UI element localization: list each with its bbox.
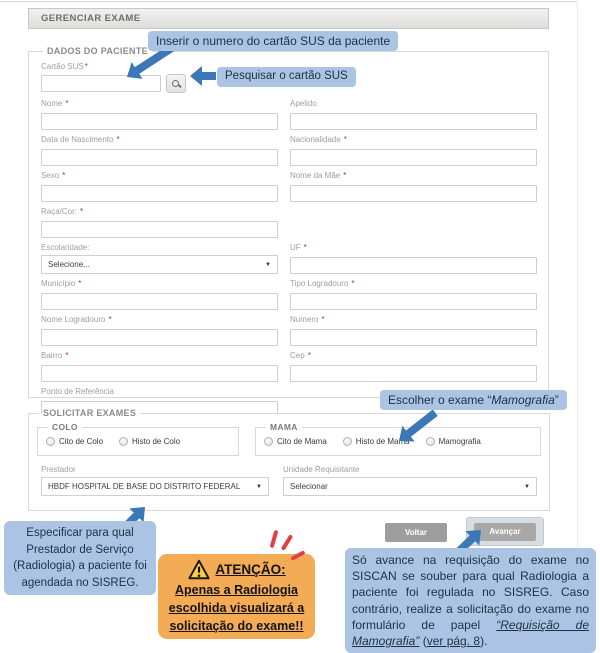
patient-data-section (28, 46, 549, 398)
emphasis-mark-icon (270, 530, 279, 548)
arrow-to-search-button (190, 65, 216, 87)
required-marker: * (303, 243, 307, 252)
unidade-requisitante-value: Selecionar (290, 482, 328, 491)
radio-mamografia[interactable] (426, 437, 481, 446)
chevron-down-icon: ▼ (265, 261, 271, 268)
nome-label: Nome (41, 99, 63, 108)
uf-label: UF (290, 243, 301, 252)
prestador-field (41, 465, 269, 496)
callout-text: Escolher o exame “ (388, 392, 492, 407)
cartao-sus-label: Cartão SUS (41, 62, 84, 71)
apelido-label: Apelido (290, 99, 317, 108)
raca-cor-input[interactable] (41, 221, 278, 238)
nacionalidade-input[interactable] (290, 149, 537, 166)
nome-mae-field (290, 171, 537, 202)
voltar-button[interactable]: Voltar (385, 523, 447, 542)
municipio-label: Município (41, 279, 76, 288)
required-marker: * (307, 351, 311, 360)
warning-body: Apenas a Radiologia escolhida visualizará a solicitação do exame!! (168, 583, 305, 633)
radio-icon (46, 437, 55, 446)
callout-exam-name: Mamografia (491, 392, 555, 407)
note-doc-reference: “Requisição de Mamografia” (352, 617, 589, 649)
nome-mae-label: Nome da Mãe (290, 171, 341, 180)
sexo-field (41, 171, 278, 202)
search-icon (171, 79, 181, 89)
note-prestador (4, 521, 156, 595)
radio-histo-de-colo[interactable] (119, 437, 180, 446)
emphasis-mark-icon (281, 534, 293, 551)
warning-triangle-icon (187, 559, 211, 580)
uf-input[interactable] (290, 257, 537, 274)
radio-icon (343, 437, 352, 446)
callout-pesquisar-cartao (217, 67, 356, 87)
avancar-button[interactable]: Avançar (474, 523, 536, 541)
nacionalidade-label: Nacionalidade (290, 135, 341, 144)
callout-escolher-mamografia (380, 390, 567, 410)
radio-label: Histo de Colo (132, 437, 181, 446)
nome-logradouro-field (41, 315, 278, 346)
callout-text: ” (554, 392, 559, 407)
required-marker: * (84, 62, 88, 71)
nome-field (41, 99, 278, 130)
required-marker: * (62, 171, 66, 180)
chevron-down-icon: ▼ (524, 483, 530, 490)
required-marker: * (116, 135, 120, 144)
required-marker: * (321, 315, 325, 324)
note-page-reference: ver pág. 8 (426, 634, 481, 649)
search-cartao-button[interactable] (166, 74, 186, 93)
required-marker: * (65, 99, 69, 108)
note-text: ( (422, 634, 427, 649)
page-title (28, 8, 549, 29)
cep-input[interactable] (290, 365, 537, 382)
note-text: Especificar para qual Prestador de Serviço (Radiologia) a paciente foi agendada no SISREG. (13, 527, 147, 589)
escolaridade-label: Escolaridade: (41, 243, 90, 252)
exams-section-legend: SOLICITAR EXAMES (43, 408, 137, 418)
required-marker: * (65, 351, 69, 360)
raca-cor-label: Raça/Cor: (41, 207, 78, 216)
unidade-requisitante-select[interactable] (283, 477, 537, 496)
numero-field (290, 315, 537, 346)
prestador-select[interactable] (41, 477, 269, 496)
tipo-logradouro-input[interactable] (290, 293, 537, 310)
prestador-label: Prestador (41, 465, 76, 474)
radio-cito-de-colo[interactable] (46, 437, 103, 446)
unidade-requisitante-field (283, 465, 537, 496)
required-marker: * (343, 171, 347, 180)
tipo-logradouro-label: Tipo Logradouro (290, 279, 349, 288)
patient-fields-grid (41, 99, 537, 423)
nome-input[interactable] (41, 113, 278, 130)
bairro-label: Bairro (41, 351, 63, 360)
callout-text: Pesquisar o cartão SUS (225, 70, 348, 83)
data-nascimento-label: Data de Nascimento (41, 135, 114, 144)
bairro-input[interactable] (41, 365, 278, 382)
escolaridade-select[interactable] (41, 255, 278, 274)
cep-label: Cep (290, 351, 305, 360)
escolaridade-field (41, 243, 278, 274)
nome-mae-input[interactable] (290, 185, 537, 202)
nome-logradouro-label: Nome Logradouro (41, 315, 106, 324)
radio-label: Cito de Colo (59, 437, 104, 446)
colo-group-legend: COLO (52, 422, 78, 432)
required-marker: * (343, 135, 347, 144)
required-marker: * (351, 279, 355, 288)
raca-cor-field (41, 207, 278, 238)
warning-title: ATENÇÃO: (215, 562, 286, 577)
callout-inserir-cartao (148, 31, 398, 51)
attention-warning-box (158, 554, 315, 639)
apelido-input[interactable] (290, 113, 537, 130)
cep-field (290, 351, 537, 382)
patient-section-legend: DADOS DO PACIENTE (47, 46, 148, 56)
required-marker: * (78, 279, 82, 288)
apelido-field (290, 99, 537, 130)
data-nascimento-field (41, 135, 278, 166)
callout-text: Inserir o numero do cartão SUS da paciente (156, 33, 391, 48)
colo-group (37, 422, 239, 456)
required-marker: * (80, 207, 84, 216)
radio-label: Mamografia (438, 437, 481, 446)
chevron-down-icon: ▼ (256, 483, 262, 490)
request-exams-section (28, 408, 550, 511)
data-nascimento-input[interactable] (41, 149, 278, 166)
note-text: Só avance na requisição do exame no SISCAN se souber para qual Radiologia a paciente foi regulada no SISREG. Caso contrário, realize a solicitação do exame no formulário de papel (352, 553, 589, 632)
required-marker: * (108, 315, 112, 324)
sexo-label: Sexo (41, 171, 60, 180)
note-avancar (345, 548, 596, 653)
tipo-logradouro-field (290, 279, 537, 310)
radio-icon (264, 437, 273, 446)
radio-cito-de-mama[interactable] (264, 437, 327, 446)
ponto-referencia-label: Ponto de Referência (41, 387, 114, 396)
escolaridade-value: Selecione... (48, 260, 90, 269)
unidade-requisitante-label: Unidade Requisitante (283, 465, 360, 474)
nome-logradouro-input[interactable] (41, 329, 278, 346)
page-title-text: GERENCIAR EXAME (41, 13, 141, 24)
nacionalidade-field (290, 135, 537, 166)
note-text: ). (480, 634, 488, 649)
bairro-field (41, 351, 278, 382)
municipio-field (41, 279, 278, 310)
mama-group-legend: MAMA (270, 422, 298, 432)
numero-input[interactable] (290, 329, 537, 346)
radio-icon (119, 437, 128, 446)
radio-icon (426, 437, 435, 446)
radio-label: Histo de Mama (355, 437, 410, 446)
municipio-input[interactable] (41, 293, 278, 310)
window-top-border (0, 1, 578, 2)
sexo-input[interactable] (41, 185, 278, 202)
radio-label: Cito de Mama (277, 437, 327, 446)
grid-spacer (290, 207, 537, 243)
uf-field (290, 243, 537, 274)
numero-label: Numero (290, 315, 319, 324)
prestador-value: HBDF HOSPITAL DE BASE DO DISTRITO FEDERAL (48, 482, 241, 491)
